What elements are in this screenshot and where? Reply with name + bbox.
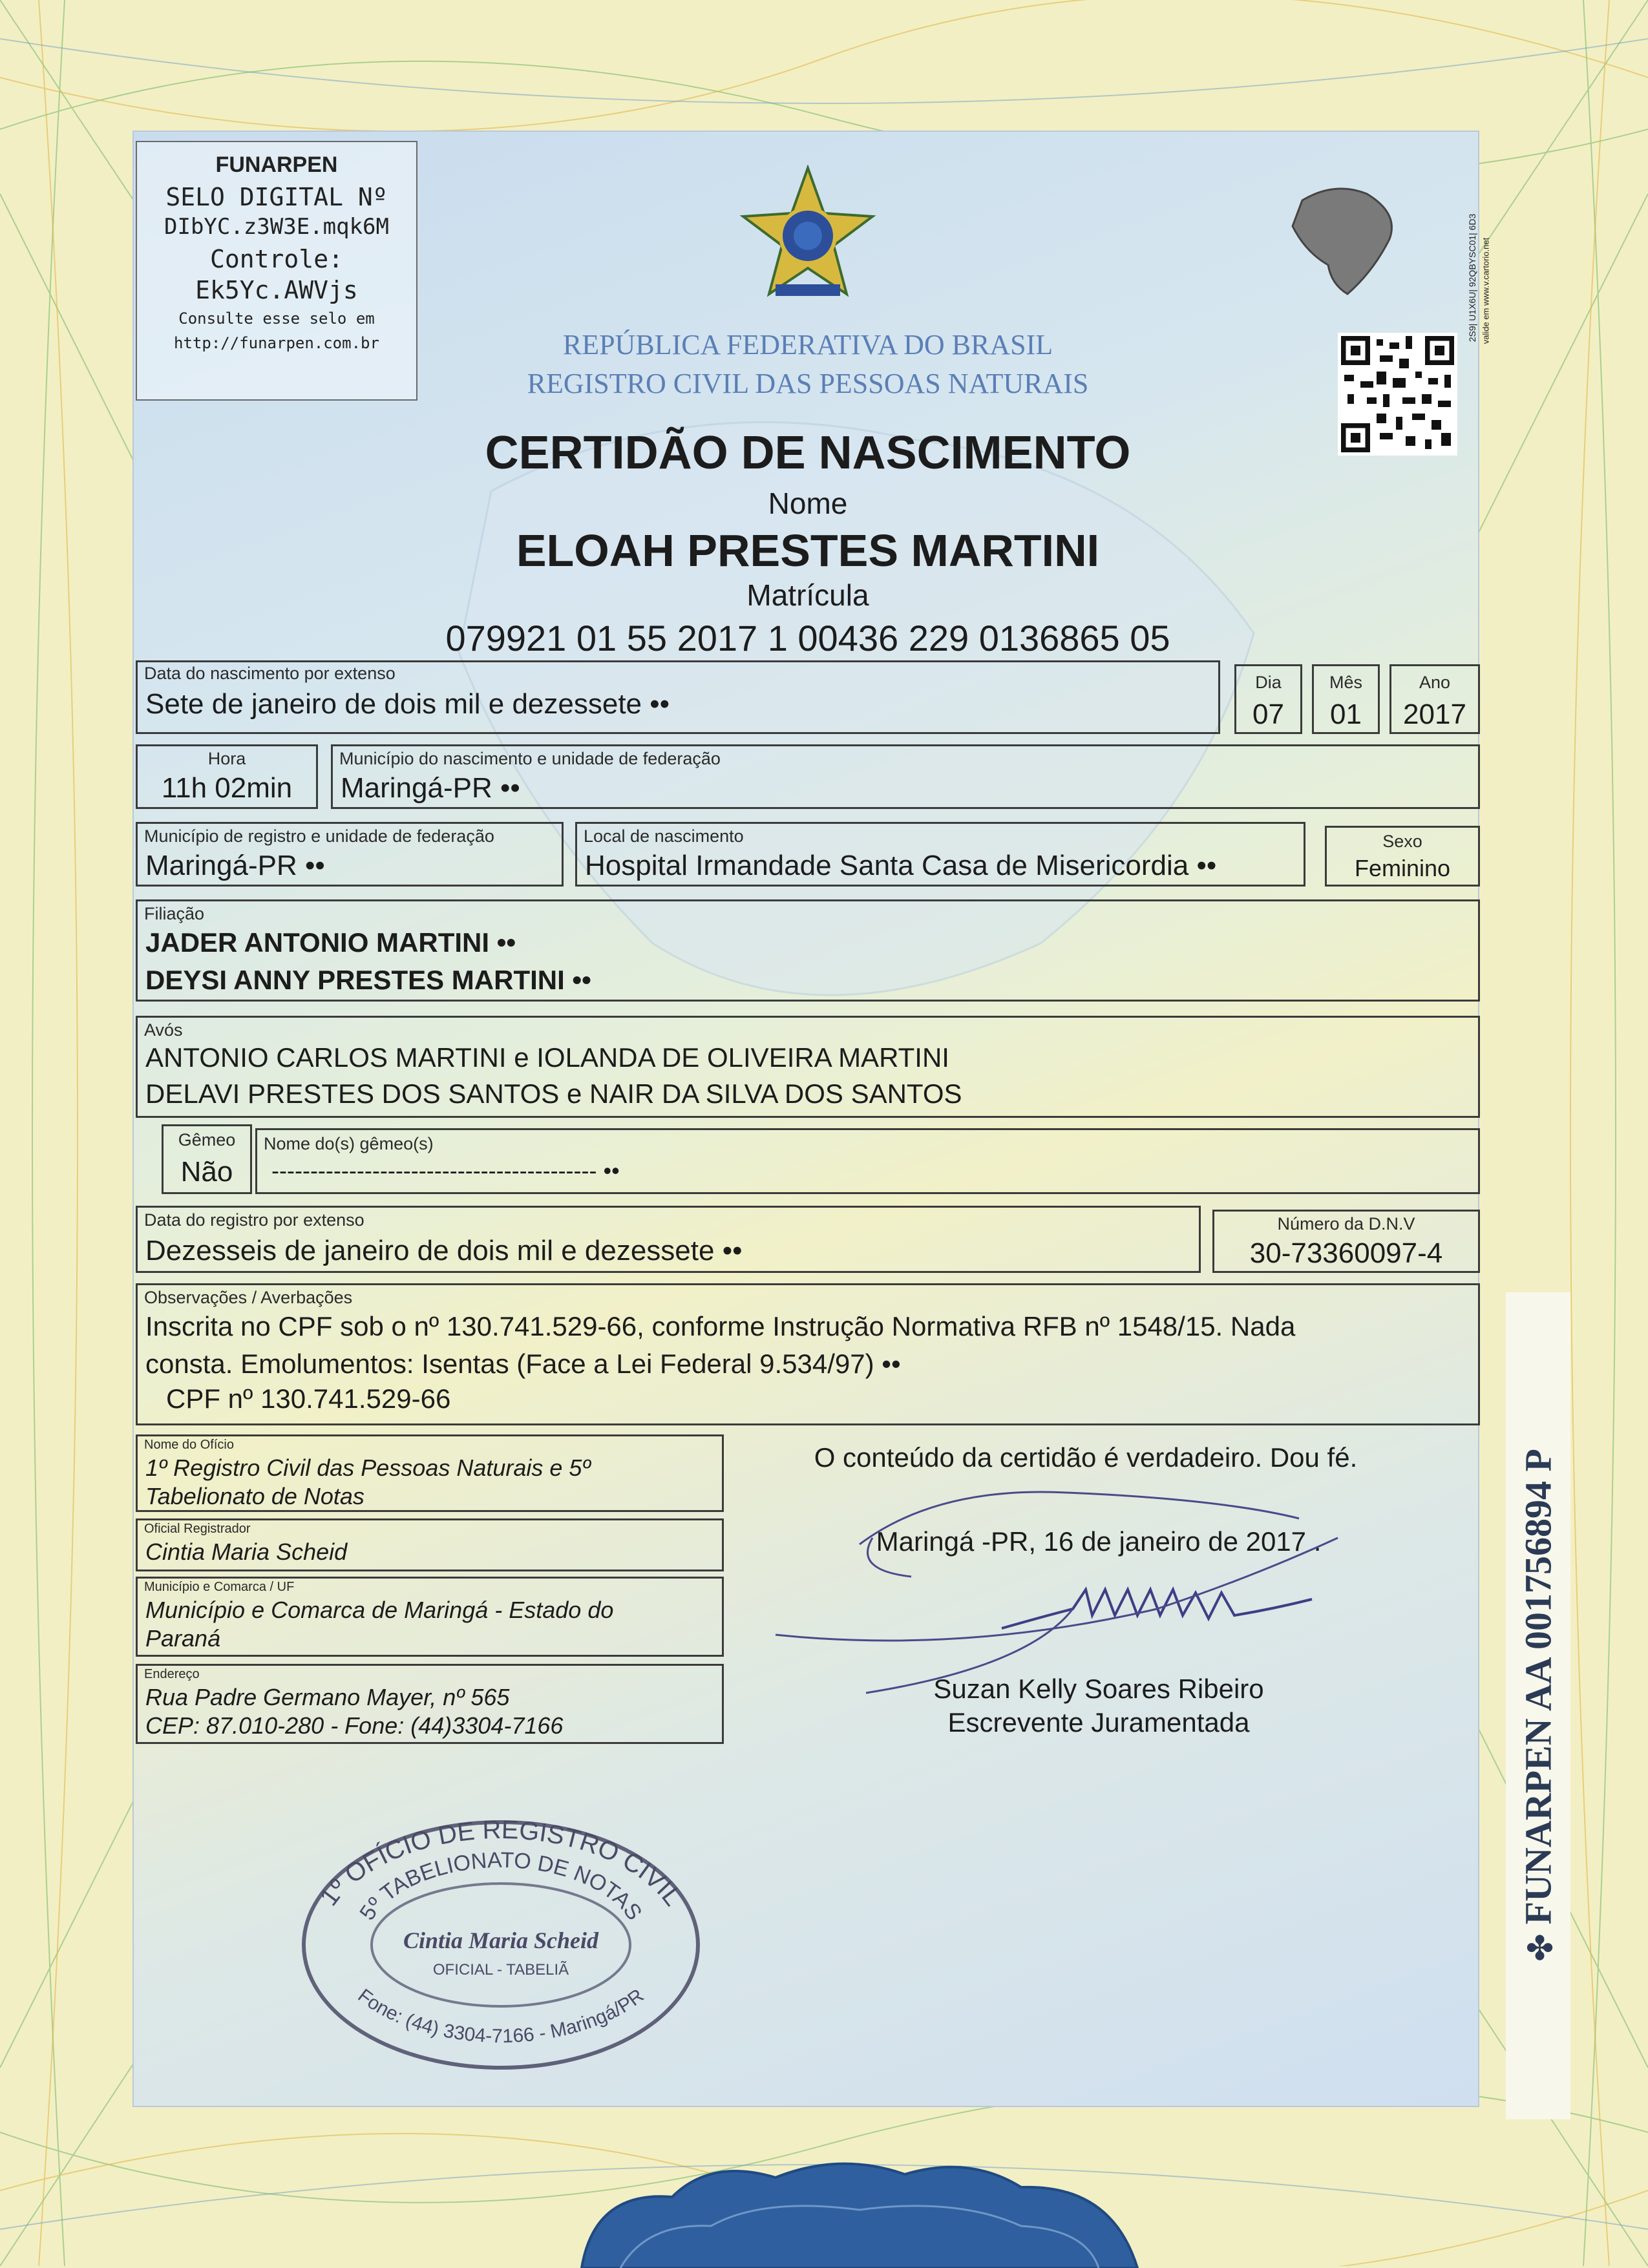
observations-line-1: Inscrita no CPF sob o nº 130.741.529-66, conforme Instrução Normativa RFB nº 1548/15. Nada xyxy=(145,1311,1296,1341)
header-republic: REPÚBLICA FEDERATIVA DO BRASIL xyxy=(562,329,1053,361)
birth-date-text-value: Sete de janeiro de dois mil e dezessete •• xyxy=(145,688,670,720)
birth-hour-label: Hora xyxy=(207,749,246,768)
county-field xyxy=(136,1577,724,1657)
side-micro-code: 2S9| U1X6U| 92QBYSC01| 6D3 xyxy=(1467,213,1477,342)
birth-month-label: Mês xyxy=(1329,673,1362,692)
birth-day-field xyxy=(1234,664,1302,734)
document-title: CERTIDÃO DE NASCIMENTO xyxy=(485,427,1131,479)
stamp-phone: Fone: (44) 3304-7166 - Maringá/PR xyxy=(354,1984,648,2047)
grandparents-line-2: DELAVI PRESTES DOS SANTOS e NAIR DA SILVA DOS SANTOS xyxy=(145,1078,962,1109)
birth-year-value: 2017 xyxy=(1403,698,1466,730)
coat-of-arms-icon xyxy=(737,165,879,307)
birth-day-value: 07 xyxy=(1252,698,1284,730)
twin-names-label: Nome do(s) gêmeo(s) xyxy=(264,1134,434,1153)
attestation-place-date: Maringá -PR, 16 de janeiro de 2017 . xyxy=(876,1526,1322,1557)
grandparents-label: Avós xyxy=(144,1020,183,1040)
dnv-field xyxy=(1212,1210,1480,1273)
dnv-value: 30-73360097-4 xyxy=(1249,1237,1443,1269)
twin-value: Não xyxy=(180,1156,233,1188)
birth-day-label: Dia xyxy=(1255,673,1282,692)
qr-code xyxy=(1338,333,1457,456)
birth-date-text-label: Data do nascimento por extenso xyxy=(144,664,396,683)
stamp-outer-text: 1º OFÍCIO DE REGISTRO CIVIL xyxy=(314,1815,688,1911)
seal-line-6: http://funarpen.com.br xyxy=(174,334,379,352)
twin-field xyxy=(162,1124,252,1194)
birth-city-field xyxy=(331,744,1480,809)
brazil-map-icon xyxy=(1276,174,1406,304)
observations-line-3: CPF nº 130.741.529-66 xyxy=(166,1383,451,1414)
stamp-name: Cintia Maria Scheid xyxy=(403,1927,599,1953)
officer-field xyxy=(136,1518,724,1571)
sex-field xyxy=(1325,826,1480,887)
birth-place-value: Hospital Irmandade Santa Casa de Misericordia •• xyxy=(585,850,1217,881)
registry-city-value: Maringá-PR •• xyxy=(145,850,325,881)
security-seal-graphic xyxy=(569,2152,1150,2268)
birth-year-label: Ano xyxy=(1419,673,1451,692)
digital-seal-box xyxy=(136,141,417,401)
officer-label: Oficial Registrador xyxy=(144,1522,251,1536)
sex-label: Sexo xyxy=(1382,832,1422,851)
stamp-outer-text-2: 5º TABELIONATO DE NOTAS xyxy=(355,1847,647,1925)
twin-label: Gêmeo xyxy=(178,1130,236,1150)
registration-date-label: Data do registro por extenso xyxy=(144,1210,364,1230)
office-name-field xyxy=(136,1434,724,1512)
filiation-field xyxy=(136,899,1480,1002)
county-line-2: Paraná xyxy=(145,1625,221,1652)
observations-label: Observações / Averbações xyxy=(144,1288,353,1307)
grandparents-field xyxy=(136,1016,1480,1118)
name-label: Nome xyxy=(768,487,848,520)
header-registry: REGISTRO CIVIL DAS PESSOAS NATURAIS xyxy=(527,368,1089,399)
side-micro-text-2 xyxy=(1476,194,1495,388)
birth-month-field xyxy=(1312,664,1380,734)
seal-title: FUNARPEN xyxy=(215,152,338,177)
address-line-2: CEP: 87.010-280 - Fone: (44)3304-7166 xyxy=(145,1712,564,1739)
address-line-1: Rua Padre Germano Mayer, nº 565 xyxy=(145,1684,510,1710)
registration-date-field xyxy=(136,1206,1201,1273)
birth-place-label: Local de nascimento xyxy=(584,826,744,846)
signer-role: Escrevente Juramentada xyxy=(947,1707,1250,1738)
seal-line-5: Consulte esse selo em xyxy=(178,310,375,328)
sex-value: Feminino xyxy=(1354,855,1451,881)
attestation-statement: O conteúdo da certidão é verdadeiro. Dou fé. xyxy=(814,1442,1358,1473)
seal-line-3: Controle: xyxy=(210,245,343,273)
signer-name: Suzan Kelly Soares Ribeiro xyxy=(933,1674,1264,1704)
matricula-label: Matrícula xyxy=(746,578,869,612)
registrant-name: ELOAH PRESTES MARTINI xyxy=(516,525,1100,576)
stamp-title: OFICIAL - TABELIÃ xyxy=(432,1961,569,1979)
registration-date-value: Dezesseis de janeiro de dois mil e dezessete •• xyxy=(145,1235,743,1266)
address-label: Endereço xyxy=(144,1667,200,1681)
dnv-label: Número da D.N.V xyxy=(1277,1214,1415,1234)
twin-names-value: ------------------------------------------ •• xyxy=(271,1157,620,1184)
funarpen-logo-icon: ✤ xyxy=(1525,1931,1554,1968)
control-number xyxy=(1517,1449,1560,1968)
registry-city-label: Município de registro e unidade de federação xyxy=(144,826,494,846)
filiation-label: Filiação xyxy=(144,904,205,923)
birth-city-label: Município do nascimento e unidade de federação xyxy=(339,749,721,768)
mother-name: DEYSI ANNY PRESTES MARTINI •• xyxy=(145,965,591,995)
seal-line-2: DIbYC.z3W3E.mqk6M xyxy=(164,214,389,240)
registry-city-field xyxy=(136,822,564,887)
county-label: Município e Comarca / UF xyxy=(144,1580,295,1594)
birth-hour-field xyxy=(136,744,318,809)
birth-month-value: 01 xyxy=(1330,698,1362,730)
twin-names-field xyxy=(255,1128,1480,1194)
county-line-1: Município e Comarca de Maringá - Estado do xyxy=(145,1597,614,1623)
father-name: JADER ANTONIO MARTINI •• xyxy=(145,927,516,958)
address-field xyxy=(136,1664,724,1744)
grandparents-line-1: ANTONIO CARLOS MARTINI e IOLANDA DE OLIVEIRA MARTINI xyxy=(145,1042,949,1073)
birth-hour-value: 11h 02min xyxy=(161,772,293,804)
office-name-line-2: Tabelionato de Notas xyxy=(145,1483,364,1509)
notary-stamp xyxy=(294,1809,708,2081)
office-name-line-1: 1º Registro Civil das Pessoas Naturais e 5º xyxy=(145,1454,591,1481)
seal-line-4: Ek5Yc.AWVjs xyxy=(195,276,358,304)
birth-year-field xyxy=(1389,664,1480,734)
control-number-text: FUNARPEN AA 001756894 P xyxy=(1517,1449,1559,1925)
matricula-number: 079921 01 55 2017 1 00436 229 0136865 05 xyxy=(445,618,1170,658)
side-micro-validate: valide em www.v.cartorio.net xyxy=(1481,237,1491,344)
observations-field xyxy=(136,1283,1480,1425)
birth-place-field xyxy=(575,822,1305,887)
birth-city-value: Maringá-PR •• xyxy=(341,772,520,804)
officer-name: Cintia Maria Scheid xyxy=(145,1538,348,1565)
seal-line-1: SELO DIGITAL Nº xyxy=(165,183,388,211)
birth-date-text-field xyxy=(136,660,1220,734)
office-name-label: Nome do Ofício xyxy=(144,1438,234,1452)
observations-line-2: consta. Emolumentos: Isentas (Face a Lei Federal 9.534/97) •• xyxy=(145,1349,901,1379)
